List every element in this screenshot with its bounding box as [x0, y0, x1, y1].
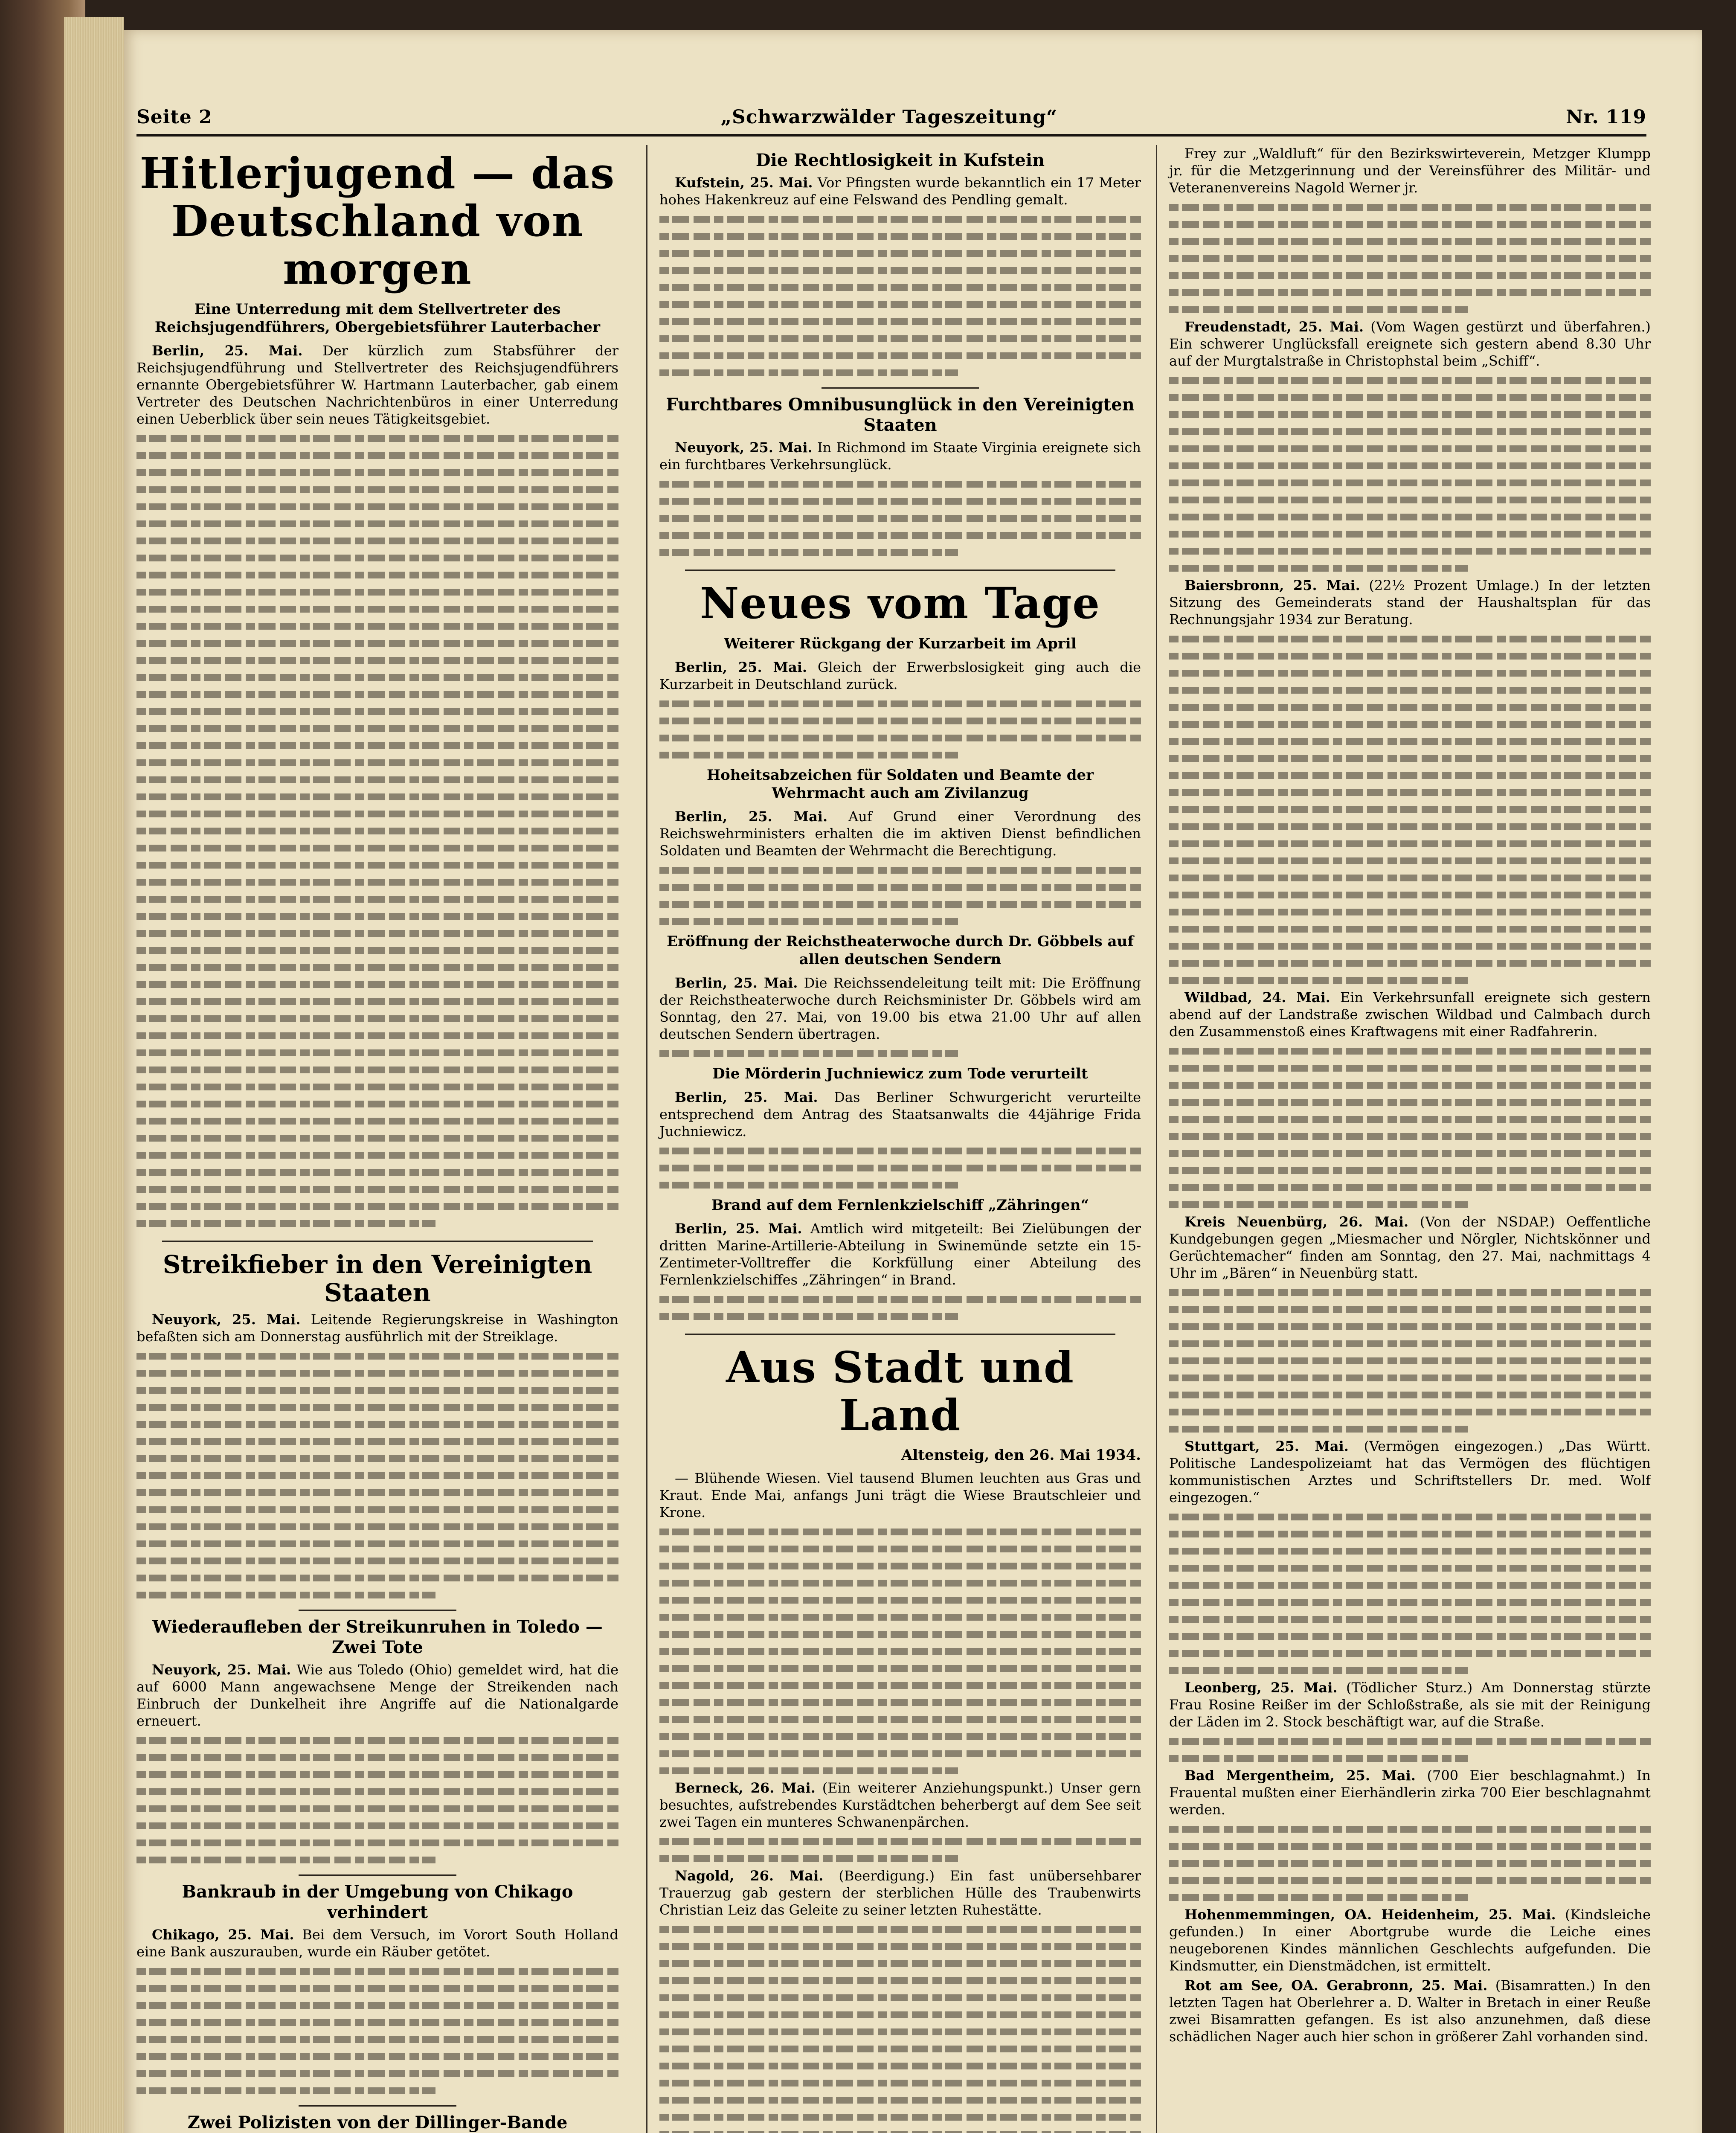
dateline: Chikago, 25. Mai. [152, 1927, 294, 1943]
dateline: Stuttgart, 25. Mai. [1184, 1438, 1349, 1454]
headline-neues-vom-tage: Neues vom Tage [700, 578, 1101, 628]
dateline: Kreis Neuenbürg, 26. Mai. [1184, 1214, 1409, 1230]
article-lead: (Vom Wagen gestürzt und überfahren.) Ein schwerer Unglücksfall ereignete sich gestern abend 8.30 Uhr auf der Murgtalstraße in Christophstal beim „Schiff“. [1169, 319, 1651, 369]
headline-streikfieber: Streikfieber in den Vereinigten Staaten [163, 1250, 592, 1307]
column-1 [136, 145, 618, 2133]
dateline: Neuyork, 25. Mai. [152, 1662, 291, 1678]
dateline: Neuyork, 25. Mai. [675, 439, 813, 456]
dateline: Leonberg, 25. Mai. [1184, 1680, 1338, 1696]
article-paragraph [1169, 1767, 1651, 1818]
article-lead: Vor Pfingsten wurde bekanntlich ein 17 Meter hohes Hakenkreuz auf eine Felswand des Pendling gemalt. [659, 174, 1141, 208]
article-paragraph [1169, 577, 1651, 628]
article-paragraph [659, 439, 1141, 473]
issue-number: Nr. 119 [1566, 106, 1646, 128]
dateline: Neuyork, 25. Mai. [152, 1311, 301, 1328]
divider [685, 570, 1115, 571]
article-lead: Gleich der Erwerbslosigkeit ging auch die Kurzarbeit in Deutschland zurück. [659, 659, 1141, 692]
headline-dillinger: Zwei Polizisten von der Dillinger-Bande [187, 2113, 568, 2133]
page-number: Seite 2 [136, 106, 212, 128]
article-paragraph [659, 1867, 1141, 1918]
article-lead: Ein Verkehrsunfall ereignete sich gestern abend auf der Landstraße zwischen Wildbad und Calmbach durch den Zusammenstoß eines Kraftwagens mit einer Radfahrerin. [1169, 989, 1651, 1040]
body-text-block [659, 1142, 1141, 1194]
page-stack-edge [64, 17, 124, 2133]
body-text-block [1169, 631, 1651, 989]
article-paragraph [136, 342, 618, 427]
article-lead: Der kürzlich zum Stabsführer der Reichsjugendführung und Stellvertreter des Reichsjugendführers ernannte Obergebietsführer W. Hartmann Lauterbacher, gab einem Vertreter des Deutschen Nachrichtenbüros in einer Unterredung einen Ueberblick über sein neues Tätigkeitsgebiet. [136, 343, 618, 427]
headline-aus-stadt-und-land: Aus Stadt und Land [726, 1342, 1074, 1440]
article-lead: (Kindsleiche gefunden.) In einer Abortgrube wurde die Leiche eines neugeborenen Kindes männlichen Geschlechts aufgefunden. Die Kindsmutter, ein Dienstmädchen, ist ermittelt. [1169, 1906, 1651, 1974]
article-lead: (22½ Prozent Umlage.) In der letzten Sitzung des Gemeinderats stand der Haushaltsplan für das Rechnungsjahr 1934 zur Beratung. [1169, 577, 1651, 628]
body-text-block [1169, 1043, 1651, 1213]
article-paragraph [136, 1926, 618, 1960]
dateline: Berlin, 25. Mai. [152, 343, 303, 359]
article-paragraph [659, 1220, 1141, 1288]
article-lead: Amtlich wird mitgeteilt: Bei Zielübungen der dritten Marine-Artillerie-Abteilung in Swinemünde setzte ein 15-Zentimeter-Volltreffer die Korkfüllung einer Abteilung des Fernlenkzielschiffes „Zähringen“ in Brand. [659, 1221, 1141, 1288]
headline-zaehringen: Brand auf dem Fernlenkzielschiff „Zähringen“ [711, 1197, 1089, 1214]
article-paragraph [136, 1661, 618, 1729]
article-paragraph [659, 1089, 1141, 1140]
dateline: Berlin, 25. Mai. [675, 1221, 802, 1237]
body-text-block [1169, 372, 1651, 577]
body-text-block [659, 1291, 1141, 1325]
article-paragraph [1169, 1906, 1651, 1974]
divider [299, 1610, 456, 1611]
headline-kurzarbeit: Weiterer Rückgang der Kurzarbeit im April [724, 635, 1077, 652]
article-lead: (Bisamratten.) In den letzten Tagen hat Oberlehrer a. D. Walter in Bretach in einer Reuße zwei Bisamratten gefangen. Es ist also anzunehmen, daß diese schädlichen Nager auch hier schon in größerer Zahl vorhanden sind. [1169, 1977, 1651, 2045]
article-lead: Wie aus Toledo (Ohio) gemeldet wird, hat die auf 6000 Mann angewachsene Menge der Streikenden nach Einbruch der Dunkelheit ihre Angriffe auf die Nationalgarde erneuert. [136, 1662, 618, 1729]
body-text-block [136, 1348, 618, 1604]
article-lead: (700 Eier beschlagnahmt.) In Frauental mußten einer Eierhändlerin zirka 700 Eier beschlagnahmt werden. [1169, 1767, 1651, 1818]
article-lead: (Von der NSDAP.) Oeffentliche Kundgebungen gegen „Miesmacher und Nörgler, Nichtskönner und Gerüchtemacher“ finden am Sonntag, den 27. Mai, nachmittags 4 Uhr im „Bären“ in Neuenbürg statt. [1169, 1214, 1651, 1281]
dateline: Berneck, 26. Mai. [675, 1780, 816, 1796]
divider [162, 1241, 593, 1242]
body-text-block [136, 1963, 618, 2099]
dateline: Bad Mergentheim, 25. Mai. [1184, 1767, 1416, 1784]
dateline: Baiersbronn, 25. Mai. [1184, 577, 1360, 593]
article-lead: Auf Grund einer Verordnung des Reichswehrministers erhalten die im aktiven Dienst befindlichen Soldaten und Beamten der Wehrmacht die Berechtigung. [659, 808, 1141, 859]
dateline: Rot am See, OA. Gerabronn, 25. Mai. [1184, 1977, 1488, 1994]
body-text-block [1169, 1284, 1651, 1438]
subheadline-interview: Eine Unterredung mit dem Stellvertreter des Reichsjugendführers, Obergebietsführer Lauterbacher [154, 301, 601, 336]
article-lead: Leitende Regierungskreise in Washington befaßten sich am Donnerstag ausführlich mit der Streiklage. [136, 1311, 618, 1345]
divider [299, 1874, 456, 1876]
article-lead: (Beerdigung.) Ein fast unübersehbarer Trauerzug gab gestern der sterblichen Hülle des Traubenwirts Christian Leiz das Geleite zu seiner letzten Ruhestätte. [659, 1868, 1141, 1918]
divider [299, 2105, 456, 2107]
headline-toledo: Wiederaufleben der Streikunruhen in Toledo — Zwei Tote [152, 1617, 603, 1657]
dateline: Wildbad, 24. Mai. [1184, 989, 1330, 1005]
paper-name: „Schwarzwälder Tageszeitung“ [720, 106, 1058, 128]
body-text-block [659, 695, 1141, 764]
article-paragraph [1169, 1679, 1651, 1730]
body-text-block [1169, 1508, 1651, 1679]
divider [822, 387, 979, 389]
body-text-block [136, 430, 618, 1232]
article-lead: — Blühende Wiesen. Viel tausend Blumen leuchten aus Gras und Kraut. Ende Mai, anfangs Juni trägt die Wiese Brautschleier und Krone. [659, 1470, 1141, 1520]
article-lead: Die Reichssendeleitung teilt mit: Die Eröffnung der Reichstheaterwoche durch Reichsminister Dr. Göbbels wird am Sonntag, den 27. Mai, von 19.00 bis etwa 21.00 Uhr auf allen deutschen Sendern übertragen. [659, 975, 1141, 1042]
dateline: Berlin, 25. Mai. [675, 808, 828, 825]
running-head [136, 98, 1646, 137]
column-2 [646, 145, 1141, 2133]
headline-kufstein: Die Rechtlosigkeit in Kufstein [755, 150, 1045, 170]
headline-reichstheaterwoche: Eröffnung der Reichstheaterwoche durch Dr. Göbbels auf allen deutschen Sendern [667, 933, 1134, 968]
article-paragraph [1169, 989, 1651, 1040]
body-text-block [659, 1921, 1141, 2133]
body-text-block [659, 862, 1141, 930]
dateline: Berlin, 25. Mai. [675, 1089, 818, 1105]
article-paragraph [659, 659, 1141, 693]
body-text-block [659, 1523, 1141, 1779]
dateline: Hohenmemmingen, OA. Heidenheim, 25. Mai. [1184, 1906, 1556, 1923]
dateline: Berlin, 25. Mai. [675, 659, 807, 675]
headline-bankraub: Bankraub in der Umgebung von Chikago verhindert [182, 1882, 573, 1922]
dateline: Berlin, 25. Mai. [675, 975, 798, 991]
body-text-block [1169, 1821, 1651, 1906]
article-paragraph [659, 1779, 1141, 1831]
dateline: Freudenstadt, 25. Mai. [1184, 319, 1364, 335]
body-text-block [659, 476, 1141, 561]
article-lead: Das Berliner Schwurgericht verurteilte entsprechend dem Antrag des Staatsanwalts die 44jährige Frida Juchniewicz. [659, 1089, 1141, 1139]
article-paragraph [659, 974, 1141, 1043]
article-paragraph [1169, 318, 1651, 369]
article-paragraph [1169, 1438, 1651, 1506]
headline-omnibus: Furchtbares Omnibusunglück in den Vereinigten Staaten [666, 395, 1135, 435]
body-text-block [1169, 199, 1651, 318]
body-text-block [659, 1833, 1141, 1867]
article-lead: In Richmond im Staate Virginia ereignete sich ein furchtbares Verkehrsunglück. [659, 439, 1141, 473]
headline-hoheitsabzeichen: Hoheitsabzeichen für Soldaten und Beamte der Wehrmacht auch am Zivilanzug [706, 767, 1094, 802]
dateline: Nagold, 26. Mai. [675, 1868, 824, 1884]
section-dateline: Altensteig, den 26. Mai 1934. [901, 1447, 1141, 1464]
headline-hitlerjugend: Hitlerjugend — das Deutschland von morgen [139, 148, 615, 294]
article-lead: Bei dem Versuch, im Vorort South Holland eine Bank auszurauben, wurde ein Räuber getötet. [136, 1927, 618, 1960]
dateline: Kufstein, 25. Mai. [675, 174, 813, 191]
body-text-block [659, 211, 1141, 381]
divider [685, 1334, 1115, 1335]
body-text-block [1169, 1733, 1651, 1767]
article-paragraph [136, 1311, 618, 1345]
body-text-block [659, 1045, 1141, 1062]
article-lead: (Tödlicher Sturz.) Am Donnerstag stürzte Frau Rosine Reißer im der Schloßstraße, als sie mit der Reinigung der Läden im 2. Stock beschäftigt war, auf die Straße. [1169, 1680, 1651, 1730]
article-paragraph [1169, 1977, 1651, 2045]
article-lead: (Vermögen eingezogen.) „Das Württ. Politische Landespolizeiamt hat das Vermögen des flüchtigen kommunistischen Arztes und Schriftstellers Dr. med. Wolf eingezogen.“ [1169, 1438, 1651, 1505]
column-3 [1156, 145, 1651, 2133]
headline-juchniewicz: Die Mörderin Juchniewicz zum Tode verurteilt [712, 1065, 1088, 1082]
article-paragraph [659, 808, 1141, 859]
article-lead: (Ein weiterer Anziehungspunkt.) Unser gern besuchtes, aufstrebendes Kurstädtchen beherbergt auf dem See seit zwei Tagen ein munteres Schwanenpärchen. [659, 1780, 1141, 1830]
body-text-block [136, 1732, 618, 1869]
article-paragraph [1169, 1213, 1651, 1282]
article-lead: Frey zur „Waldluft“ für den Bezirkswirteverein, Metzger Klumpp jr. für die Metzgerinnung und der Vereinsführer des Militär- und Veteranenvereins Nagold Werner jr. [1169, 145, 1651, 196]
article-paragraph [659, 174, 1141, 208]
